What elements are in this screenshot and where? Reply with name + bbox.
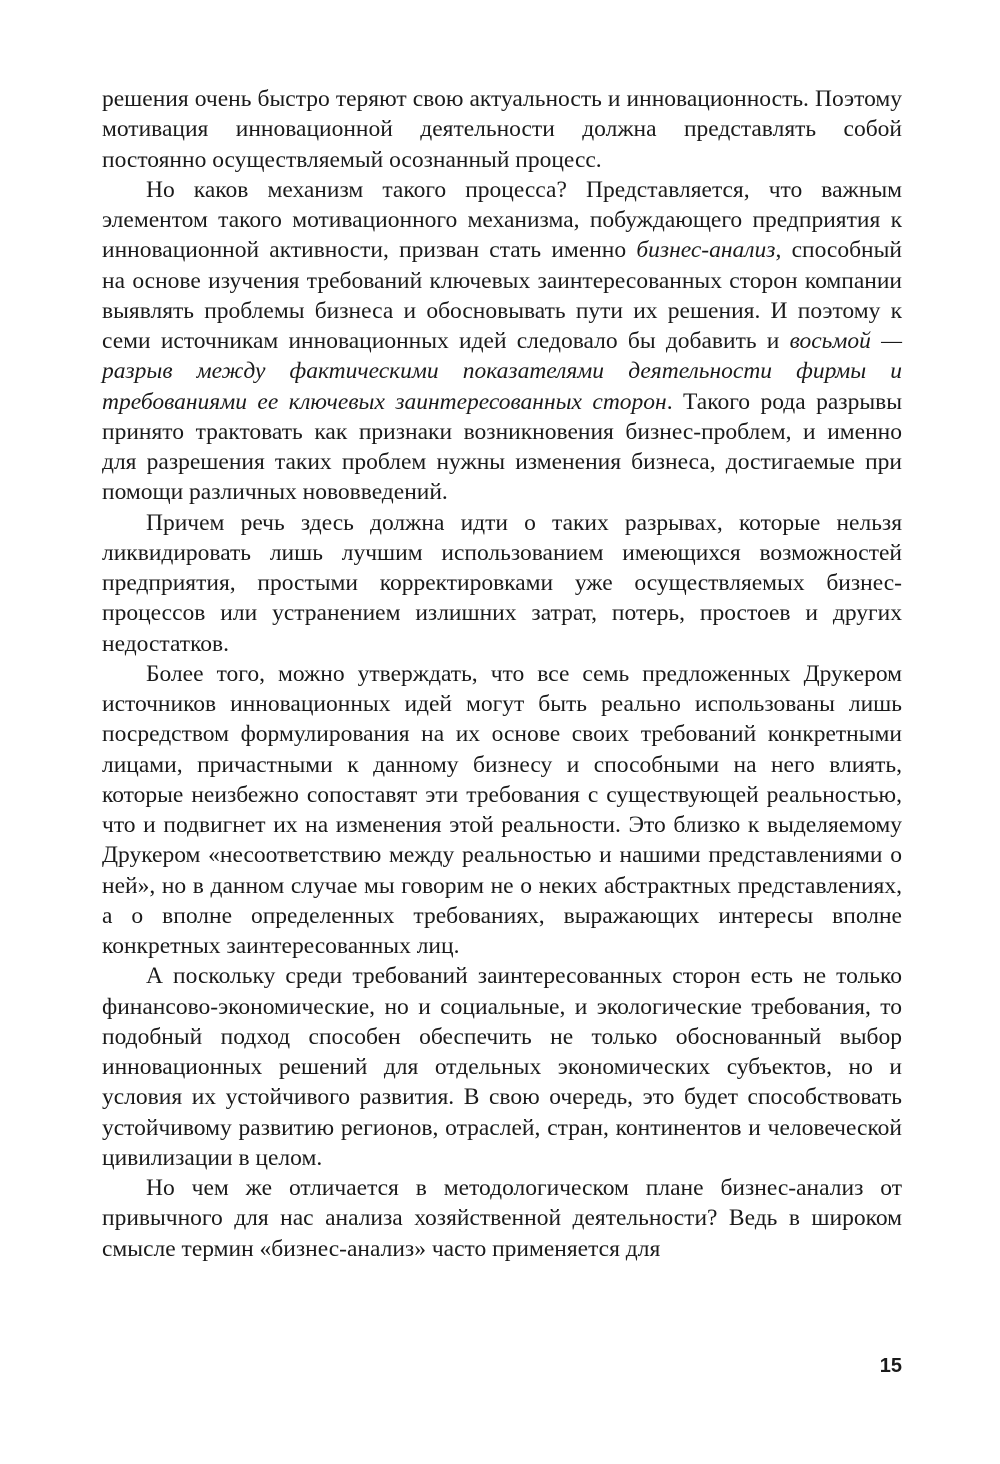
p6-run-0: Но чем же отличается в методологическом плане бизнес-анализ от привычного для нас анализа хозяйственной деятельности? Ведь в широком смысле термин «бизнес-анализ» часто применяется для (102, 1175, 902, 1262)
p4-run-0: Более того, можно утверждать, что все семь предложенных Друкером источников инновационных идей могут быть реально использованы лишь посредством формулирования на их основе своих требований конкретными лицами, причастными к данному бизнесу и способными на него влиять, которые неизбежно сопоставят эти требования с существующей реальностью, что и подвигнет их на изменения этой реальности. Это близко к выделяемому Друкером «несоответствию между реальностью и нашими представлениями о ней», но в данном случае мы говорим не о неких абстрактных представлениях, а о вполне определенных требованиях, выражающих интересы вполне конкретных заинтересованных лиц. (102, 660, 902, 959)
body-text (102, 84, 902, 1264)
paragraph-2 (102, 175, 902, 508)
paragraph-6 (102, 1173, 902, 1264)
p2-run-4: . Такого рода разрывы принято трактовать как признаки возникновения бизнес-проблем, и именно для разрешения таких проблем нужны изменения бизнеса, достигаемые при помощи различных нововведений. (102, 388, 902, 506)
page-number: 15 (879, 1355, 902, 1377)
p2-run-2: , способный на основе изучения требований ключевых заинтересованных сторон компании выявлять проблемы бизнеса и обосновывать пути их решения. И поэтому к семи источникам инновационных идей следовало бы добавить и (102, 237, 902, 354)
p2-run-3-italic: восьмой — разрыв между фактическими показателями деятельности фирмы и требованиями ее ключевых заинтересованных сторон (102, 328, 902, 415)
p5-run-0: А поскольку среди требований заинтересованных сторон есть не только финансово-экономические, но и социальные, и экологические требования, то подобный подход способен обеспечить не только обоснованный выбор инновационных решений для отдельных экономических субъектов, но и условия их устойчивого развития. В свою очередь, это будет способствовать устойчивому развитию регионов, отраслей, стран, континентов и человеческой цивилизации в целом. (102, 963, 902, 1171)
p3-run-0: Причем речь здесь должна идти о таких разрывах, которые нельзя ликвидировать лишь лучшим использованием имеющихся возможностей предприятия, простыми корректировками уже осуществляемых бизнес-процессов или устранением излишних затрат, потерь, простоев и других недостатков. (102, 509, 902, 657)
paragraph-3 (102, 508, 902, 659)
paragraph-5 (102, 961, 902, 1173)
paragraph-1 (102, 84, 902, 175)
p1-run-0: решения очень быстро теряют свою актуальность и инновационность. Поэтому мотивация инновационной деятельности должна представлять собой постоянно осуществляемый осознанный процесс. (102, 86, 902, 173)
p2-run-0: Но каков механизм такого процесса? Представляется, что важным элементом такого мотивационного механизма, побуждающего предприятия к инновационной активности, призван стать именно (102, 176, 902, 264)
p2-run-1-italic: бизнес-анализ (636, 237, 776, 264)
paragraph-4 (102, 659, 902, 962)
